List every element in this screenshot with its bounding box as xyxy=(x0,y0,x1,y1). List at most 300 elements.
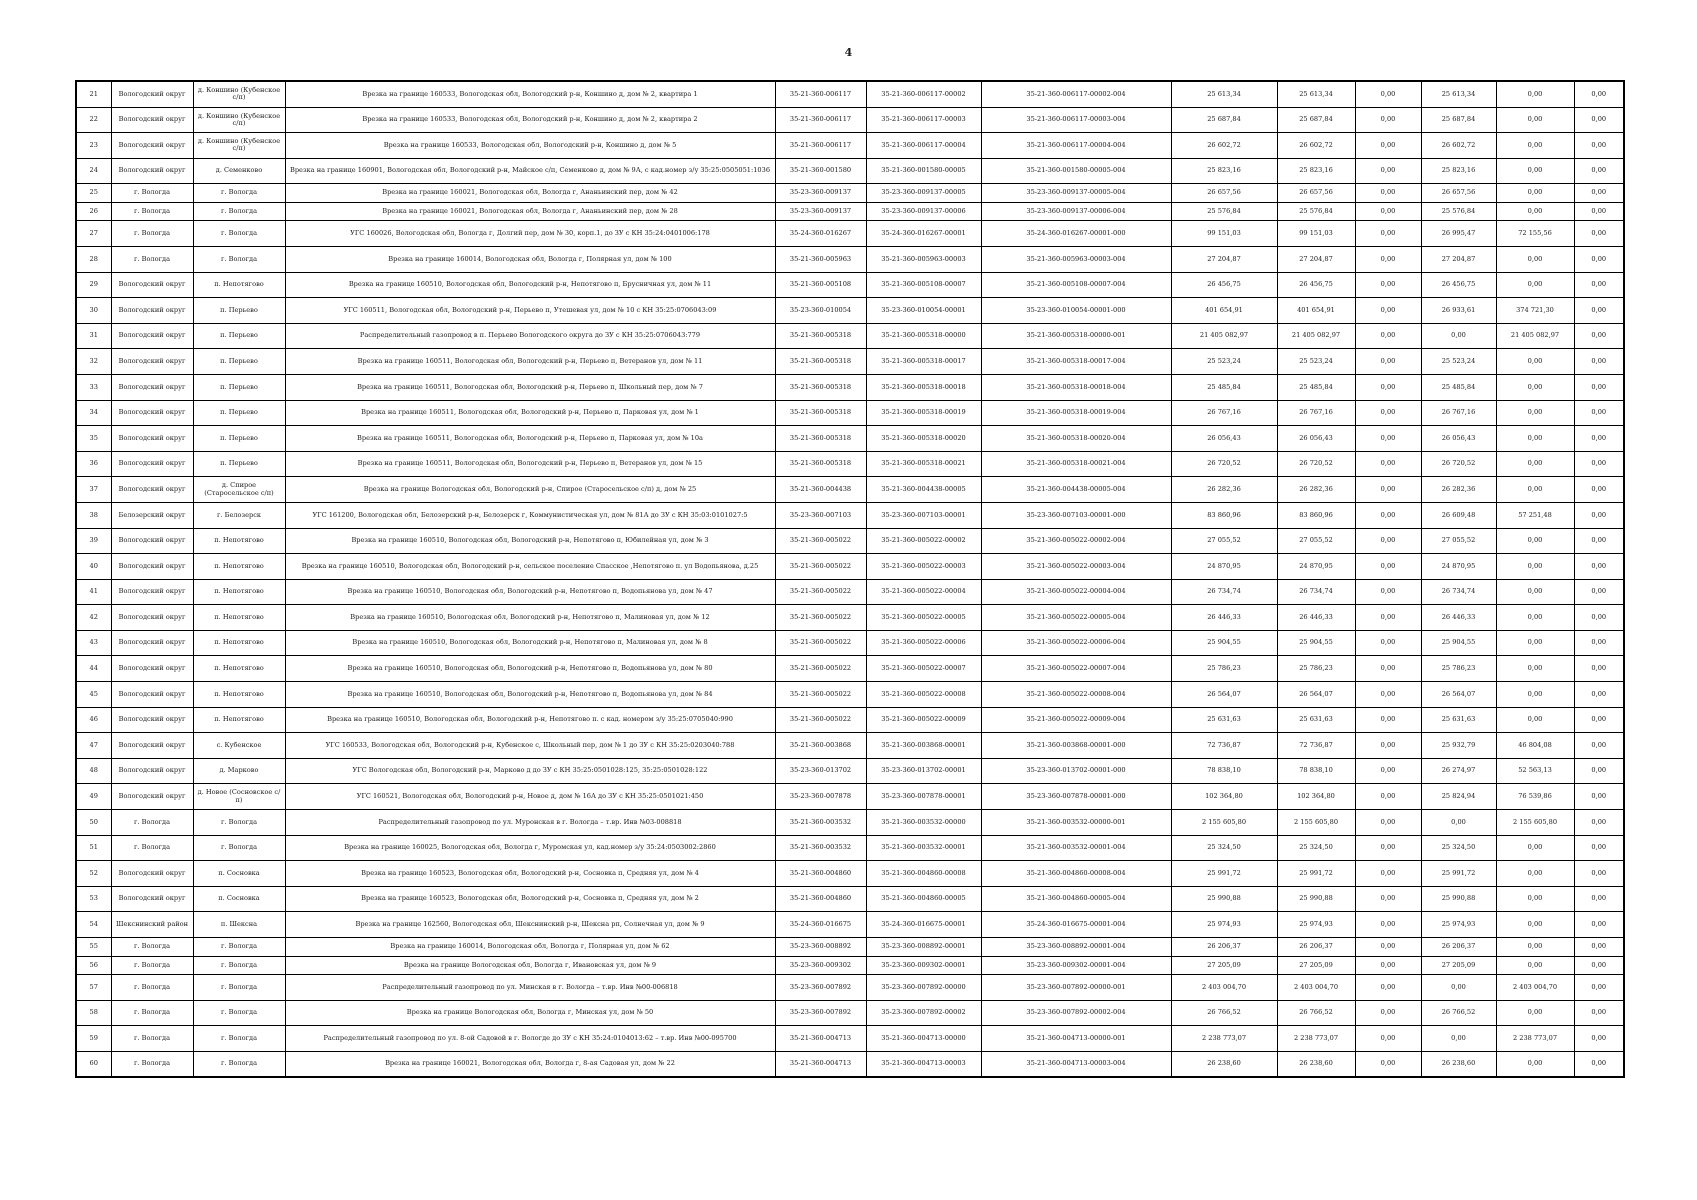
value-4-cell: 26 056,43 xyxy=(1421,426,1496,452)
value-6-cell: 0,00 xyxy=(1574,938,1624,957)
registry-id-cell: 35-21-360-004713-00000-001 xyxy=(981,1026,1171,1052)
object-code-cell: 35-23-360-009137 xyxy=(775,184,866,203)
total-value-cell: 25 324,50 xyxy=(1171,835,1277,861)
row-number-cell: 47 xyxy=(76,733,111,759)
registry-id-cell: 35-23-360-007892-00002-004 xyxy=(981,1000,1171,1026)
value-5-cell: 0,00 xyxy=(1496,184,1574,203)
registry-id-cell: 35-21-360-005108-00007-004 xyxy=(981,272,1171,298)
value-3-cell: 0,00 xyxy=(1355,784,1421,810)
object-code-cell: 35-21-360-005963 xyxy=(775,246,866,272)
total-value-cell: 26 766,52 xyxy=(1171,1000,1277,1026)
value-5-cell: 2 238 773,07 xyxy=(1496,1026,1574,1052)
part-id-cell: 35-21-360-003532-00000 xyxy=(866,810,981,836)
registry-id-cell: 35-21-360-006117-00003-004 xyxy=(981,107,1171,133)
value-5-cell: 0,00 xyxy=(1496,349,1574,375)
value-4-cell: 25 904,55 xyxy=(1421,630,1496,656)
object-description-cell: Врезка на границе 160025, Вологодская обл, Вологда г, Муромская ул, кад.номер з/у 35:24:0503002:2860 xyxy=(285,835,775,861)
object-description-cell: Врезка на границе 160511, Вологодская обл, Вологодский р-н, Перьево п, Парковая ул, дом № 1 xyxy=(285,400,775,426)
object-description-cell: Врезка на границе 160533, Вологодская обл, Вологодский р-н, Коншино д, дом № 2, квартира 2 xyxy=(285,107,775,133)
table-row xyxy=(76,1000,1624,1026)
row-number-cell: 23 xyxy=(76,133,111,159)
object-code-cell: 35-23-360-009302 xyxy=(775,956,866,975)
value-2-cell: 2 238 773,07 xyxy=(1277,1026,1355,1052)
value-2-cell: 99 151,03 xyxy=(1277,221,1355,247)
part-id-cell: 35-23-360-007892-00002 xyxy=(866,1000,981,1026)
part-id-cell: 35-21-360-005022-00004 xyxy=(866,579,981,605)
table-row xyxy=(76,502,1624,528)
locality-cell: п. Непотягово xyxy=(193,630,285,656)
value-6-cell: 0,00 xyxy=(1574,400,1624,426)
total-value-cell: 2 155 605,80 xyxy=(1171,810,1277,836)
value-4-cell: 25 991,72 xyxy=(1421,861,1496,887)
table-row xyxy=(76,426,1624,452)
value-5-cell: 76 539,86 xyxy=(1496,784,1574,810)
value-2-cell: 25 687,84 xyxy=(1277,107,1355,133)
registry-id-cell: 35-21-360-006117-00002-004 xyxy=(981,81,1171,107)
row-number-cell: 28 xyxy=(76,246,111,272)
object-description-cell: Врезка на границе 160511, Вологодская обл, Вологодский р-н, Перьево п, Школьный пер, дом № 7 xyxy=(285,374,775,400)
total-value-cell: 25 613,34 xyxy=(1171,81,1277,107)
part-id-cell: 35-21-360-005108-00007 xyxy=(866,272,981,298)
part-id-cell: 35-21-360-005022-00005 xyxy=(866,605,981,631)
row-number-cell: 43 xyxy=(76,630,111,656)
total-value-cell: 401 654,91 xyxy=(1171,298,1277,324)
part-id-cell: 35-23-360-007103-00001 xyxy=(866,502,981,528)
locality-cell: д. Спирое (Старосельское с/п) xyxy=(193,477,285,503)
value-5-cell: 0,00 xyxy=(1496,451,1574,477)
object-code-cell: 35-21-360-003532 xyxy=(775,810,866,836)
district-cell: Шекснинский район xyxy=(111,912,193,938)
value-3-cell: 0,00 xyxy=(1355,81,1421,107)
registry-id-cell: 35-23-360-009137-00006-004 xyxy=(981,202,1171,221)
value-2-cell: 26 238,60 xyxy=(1277,1051,1355,1077)
row-number-cell: 53 xyxy=(76,886,111,912)
object-code-cell: 35-21-360-006117 xyxy=(775,133,866,159)
part-id-cell: 35-21-360-004860-00008 xyxy=(866,861,981,887)
total-value-cell: 26 720,52 xyxy=(1171,451,1277,477)
object-code-cell: 35-23-360-013702 xyxy=(775,758,866,784)
total-value-cell: 26 734,74 xyxy=(1171,579,1277,605)
value-6-cell: 0,00 xyxy=(1574,579,1624,605)
object-description-cell: Распределительный газопровод по ул. 8-ой Садовой в г. Вологде до ЗУ с КН 35:24:0104013:62 – т.вр. Инв №00-095700 xyxy=(285,1026,775,1052)
locality-cell: г. Вологда xyxy=(193,221,285,247)
value-3-cell: 0,00 xyxy=(1355,184,1421,203)
value-5-cell: 57 251,48 xyxy=(1496,502,1574,528)
locality-cell: п. Непотягово xyxy=(193,682,285,708)
value-5-cell: 2 155 605,80 xyxy=(1496,810,1574,836)
object-description-cell: Врезка на границе 160510, Вологодская обл, Вологодский р-н, Непотягово п, Малиновая ул, дом № 8 xyxy=(285,630,775,656)
locality-cell: п. Перьево xyxy=(193,374,285,400)
district-cell: Вологодский округ xyxy=(111,758,193,784)
table-row xyxy=(76,630,1624,656)
table-row xyxy=(76,400,1624,426)
object-code-cell: 35-24-360-016675 xyxy=(775,912,866,938)
total-value-cell: 26 564,07 xyxy=(1171,682,1277,708)
value-5-cell: 0,00 xyxy=(1496,579,1574,605)
object-description-cell: Врезка на границе 160510, Вологодская обл, Вологодский р-н, Непотягово п, Водопьянова ул, дом № 80 xyxy=(285,656,775,682)
total-value-cell: 25 786,23 xyxy=(1171,656,1277,682)
object-description-cell: Врезка на границе Вологодская обл, Вологда г, Ивановская ул, дом № 9 xyxy=(285,956,775,975)
table-row xyxy=(76,733,1624,759)
registry-id-cell: 35-21-360-005318-00018-004 xyxy=(981,374,1171,400)
object-code-cell: 35-21-360-005022 xyxy=(775,554,866,580)
value-2-cell: 25 613,34 xyxy=(1277,81,1355,107)
locality-cell: п. Непотягово xyxy=(193,579,285,605)
value-5-cell: 374 721,30 xyxy=(1496,298,1574,324)
registry-id-cell: 35-23-360-009137-00005-004 xyxy=(981,184,1171,203)
district-cell: Вологодский округ xyxy=(111,374,193,400)
registry-id-cell: 35-21-360-005318-00000-001 xyxy=(981,323,1171,349)
district-cell: Вологодский округ xyxy=(111,158,193,184)
object-description-cell: Врезка на границе 160021, Вологодская обл, Вологда г, 8-ая Садовая ул, дом № 22 xyxy=(285,1051,775,1077)
object-code-cell: 35-21-360-001580 xyxy=(775,158,866,184)
part-id-cell: 35-21-360-005022-00003 xyxy=(866,554,981,580)
value-4-cell: 26 446,33 xyxy=(1421,605,1496,631)
locality-cell: п. Перьево xyxy=(193,400,285,426)
part-id-cell: 35-21-360-005318-00000 xyxy=(866,323,981,349)
locality-cell: п. Непотягово xyxy=(193,605,285,631)
value-3-cell: 0,00 xyxy=(1355,528,1421,554)
value-6-cell: 0,00 xyxy=(1574,1000,1624,1026)
value-2-cell: 25 576,84 xyxy=(1277,202,1355,221)
table-row xyxy=(76,1051,1624,1077)
registry-id-cell: 35-21-360-004713-00003-004 xyxy=(981,1051,1171,1077)
value-6-cell: 0,00 xyxy=(1574,784,1624,810)
value-4-cell: 26 602,72 xyxy=(1421,133,1496,159)
district-cell: Вологодский округ xyxy=(111,107,193,133)
object-code-cell: 35-23-360-007878 xyxy=(775,784,866,810)
part-id-cell: 35-21-360-004860-00005 xyxy=(866,886,981,912)
district-cell: Вологодский округ xyxy=(111,528,193,554)
value-4-cell: 27 204,87 xyxy=(1421,246,1496,272)
value-2-cell: 24 870,95 xyxy=(1277,554,1355,580)
total-value-cell: 27 055,52 xyxy=(1171,528,1277,554)
row-number-cell: 51 xyxy=(76,835,111,861)
value-3-cell: 0,00 xyxy=(1355,886,1421,912)
object-code-cell: 35-24-360-016267 xyxy=(775,221,866,247)
value-3-cell: 0,00 xyxy=(1355,400,1421,426)
value-6-cell: 0,00 xyxy=(1574,502,1624,528)
value-6-cell: 0,00 xyxy=(1574,630,1624,656)
object-description-cell: Врезка на границе 160510, Вологодская обл, Вологодский р-н, Непотягово п, Малиновая ул, дом № 12 xyxy=(285,605,775,631)
total-value-cell: 83 860,96 xyxy=(1171,502,1277,528)
row-number-cell: 27 xyxy=(76,221,111,247)
locality-cell: г. Вологда xyxy=(193,810,285,836)
object-description-cell: Врезка на границе 160021, Вологодская обл, Вологда г, Ананьинский пер, дом № 28 xyxy=(285,202,775,221)
registry-id-cell: 35-21-360-005022-00009-004 xyxy=(981,707,1171,733)
registry-id-cell: 35-21-360-004860-00008-004 xyxy=(981,861,1171,887)
table-row xyxy=(76,956,1624,975)
table-row xyxy=(76,912,1624,938)
total-value-cell: 72 736,87 xyxy=(1171,733,1277,759)
registry-id-cell: 35-23-360-007892-00000-001 xyxy=(981,975,1171,1001)
district-cell: г. Вологда xyxy=(111,956,193,975)
value-5-cell: 0,00 xyxy=(1496,835,1574,861)
object-code-cell: 35-21-360-004860 xyxy=(775,861,866,887)
part-id-cell: 35-23-360-008892-00001 xyxy=(866,938,981,957)
value-2-cell: 2 403 004,70 xyxy=(1277,975,1355,1001)
table-row xyxy=(76,133,1624,159)
row-number-cell: 21 xyxy=(76,81,111,107)
locality-cell: п. Перьево xyxy=(193,349,285,375)
value-2-cell: 78 838,10 xyxy=(1277,758,1355,784)
locality-cell: с. Кубенское xyxy=(193,733,285,759)
row-number-cell: 41 xyxy=(76,579,111,605)
part-id-cell: 35-21-360-003532-00001 xyxy=(866,835,981,861)
value-4-cell: 0,00 xyxy=(1421,810,1496,836)
part-id-cell: 35-21-360-005022-00009 xyxy=(866,707,981,733)
part-id-cell: 35-21-360-005022-00002 xyxy=(866,528,981,554)
value-5-cell: 0,00 xyxy=(1496,272,1574,298)
value-2-cell: 72 736,87 xyxy=(1277,733,1355,759)
value-4-cell: 26 734,74 xyxy=(1421,579,1496,605)
part-id-cell: 35-24-360-016675-00001 xyxy=(866,912,981,938)
part-id-cell: 35-21-360-004438-00005 xyxy=(866,477,981,503)
table-row xyxy=(76,605,1624,631)
value-3-cell: 0,00 xyxy=(1355,158,1421,184)
value-2-cell: 25 324,50 xyxy=(1277,835,1355,861)
total-value-cell: 26 282,36 xyxy=(1171,477,1277,503)
value-6-cell: 0,00 xyxy=(1574,272,1624,298)
locality-cell: г. Вологда xyxy=(193,1026,285,1052)
value-6-cell: 0,00 xyxy=(1574,1026,1624,1052)
row-number-cell: 60 xyxy=(76,1051,111,1077)
part-id-cell: 35-21-360-005318-00018 xyxy=(866,374,981,400)
total-value-cell: 24 870,95 xyxy=(1171,554,1277,580)
object-code-cell: 35-21-360-003532 xyxy=(775,835,866,861)
registry-id-cell: 35-21-360-005022-00004-004 xyxy=(981,579,1171,605)
value-5-cell: 0,00 xyxy=(1496,630,1574,656)
locality-cell: п. Непотягово xyxy=(193,554,285,580)
value-2-cell: 26 767,16 xyxy=(1277,400,1355,426)
value-4-cell: 26 456,75 xyxy=(1421,272,1496,298)
object-code-cell: 35-21-360-005318 xyxy=(775,451,866,477)
value-4-cell: 26 274,97 xyxy=(1421,758,1496,784)
district-cell: г. Вологда xyxy=(111,246,193,272)
object-description-cell: УГС 160521, Вологодская обл, Вологодский р-н, Новое д, дом № 16А до ЗУ с КН 35:25:0501021:450 xyxy=(285,784,775,810)
value-4-cell: 27 055,52 xyxy=(1421,528,1496,554)
row-number-cell: 38 xyxy=(76,502,111,528)
object-code-cell: 35-21-360-005022 xyxy=(775,707,866,733)
value-2-cell: 2 155 605,80 xyxy=(1277,810,1355,836)
registry-id-cell: 35-23-360-010054-00001-000 xyxy=(981,298,1171,324)
registry-table xyxy=(75,80,1625,1078)
part-id-cell: 35-23-360-007878-00001 xyxy=(866,784,981,810)
value-5-cell: 0,00 xyxy=(1496,912,1574,938)
registry-id-cell: 35-21-360-003868-00001-000 xyxy=(981,733,1171,759)
value-5-cell: 72 155,56 xyxy=(1496,221,1574,247)
value-4-cell: 25 687,84 xyxy=(1421,107,1496,133)
district-cell: г. Вологда xyxy=(111,1000,193,1026)
row-number-cell: 25 xyxy=(76,184,111,203)
value-6-cell: 0,00 xyxy=(1574,246,1624,272)
value-5-cell: 0,00 xyxy=(1496,158,1574,184)
district-cell: г. Вологда xyxy=(111,975,193,1001)
row-number-cell: 58 xyxy=(76,1000,111,1026)
value-4-cell: 25 932,79 xyxy=(1421,733,1496,759)
value-2-cell: 26 734,74 xyxy=(1277,579,1355,605)
table-row xyxy=(76,202,1624,221)
district-cell: Вологодский округ xyxy=(111,298,193,324)
district-cell: Вологодский округ xyxy=(111,323,193,349)
district-cell: Вологодский округ xyxy=(111,272,193,298)
value-2-cell: 26 056,43 xyxy=(1277,426,1355,452)
part-id-cell: 35-21-360-005318-00020 xyxy=(866,426,981,452)
total-value-cell: 2 403 004,70 xyxy=(1171,975,1277,1001)
registry-id-cell: 35-21-360-005318-00021-004 xyxy=(981,451,1171,477)
value-3-cell: 0,00 xyxy=(1355,733,1421,759)
registry-id-cell: 35-21-360-005963-00003-004 xyxy=(981,246,1171,272)
total-value-cell: 26 056,43 xyxy=(1171,426,1277,452)
value-4-cell: 25 824,94 xyxy=(1421,784,1496,810)
total-value-cell: 26 238,60 xyxy=(1171,1051,1277,1077)
district-cell: Вологодский округ xyxy=(111,682,193,708)
value-2-cell: 83 860,96 xyxy=(1277,502,1355,528)
value-6-cell: 0,00 xyxy=(1574,323,1624,349)
value-2-cell: 27 204,87 xyxy=(1277,246,1355,272)
value-4-cell: 25 823,16 xyxy=(1421,158,1496,184)
table-row xyxy=(76,886,1624,912)
value-3-cell: 0,00 xyxy=(1355,323,1421,349)
value-2-cell: 26 602,72 xyxy=(1277,133,1355,159)
district-cell: г. Вологда xyxy=(111,1051,193,1077)
value-6-cell: 0,00 xyxy=(1574,349,1624,375)
table-row xyxy=(76,221,1624,247)
row-number-cell: 48 xyxy=(76,758,111,784)
value-6-cell: 0,00 xyxy=(1574,605,1624,631)
part-id-cell: 35-21-360-001580-00005 xyxy=(866,158,981,184)
table-row xyxy=(76,810,1624,836)
object-description-cell: Врезка на границе 160511, Вологодская обл, Вологодский р-н, Перьево п, Ветеранов ул, дом № 11 xyxy=(285,349,775,375)
registry-id-cell: 35-21-360-005022-00007-004 xyxy=(981,656,1171,682)
value-6-cell: 0,00 xyxy=(1574,158,1624,184)
value-5-cell: 0,00 xyxy=(1496,682,1574,708)
value-6-cell: 0,00 xyxy=(1574,202,1624,221)
object-code-cell: 35-21-360-005318 xyxy=(775,374,866,400)
value-4-cell: 26 766,52 xyxy=(1421,1000,1496,1026)
value-5-cell: 0,00 xyxy=(1496,1000,1574,1026)
value-2-cell: 25 990,88 xyxy=(1277,886,1355,912)
locality-cell: п. Сосновка xyxy=(193,886,285,912)
object-code-cell: 35-23-360-007892 xyxy=(775,1000,866,1026)
value-6-cell: 0,00 xyxy=(1574,107,1624,133)
table-row xyxy=(76,184,1624,203)
value-2-cell: 25 974,93 xyxy=(1277,912,1355,938)
part-id-cell: 35-21-360-004713-00003 xyxy=(866,1051,981,1077)
part-id-cell: 35-21-360-005318-00021 xyxy=(866,451,981,477)
value-3-cell: 0,00 xyxy=(1355,451,1421,477)
value-6-cell: 0,00 xyxy=(1574,758,1624,784)
total-value-cell: 102 364,80 xyxy=(1171,784,1277,810)
object-description-cell: УГС Вологодская обл, Вологодский р-н, Марково д до ЗУ с КН 35:25:0501028:125, 35:25:0501028:122 xyxy=(285,758,775,784)
table-row xyxy=(76,107,1624,133)
value-6-cell: 0,00 xyxy=(1574,477,1624,503)
value-2-cell: 102 364,80 xyxy=(1277,784,1355,810)
district-cell: Вологодский округ xyxy=(111,400,193,426)
row-number-cell: 45 xyxy=(76,682,111,708)
registry-id-cell: 35-21-360-004438-00005-004 xyxy=(981,477,1171,503)
value-2-cell: 26 456,75 xyxy=(1277,272,1355,298)
value-2-cell: 26 206,37 xyxy=(1277,938,1355,957)
value-3-cell: 0,00 xyxy=(1355,502,1421,528)
row-number-cell: 46 xyxy=(76,707,111,733)
registry-id-cell: 35-21-360-005318-00019-004 xyxy=(981,400,1171,426)
value-5-cell: 0,00 xyxy=(1496,400,1574,426)
row-number-cell: 42 xyxy=(76,605,111,631)
part-id-cell: 35-23-360-013702-00001 xyxy=(866,758,981,784)
value-5-cell: 0,00 xyxy=(1496,202,1574,221)
value-4-cell: 25 786,23 xyxy=(1421,656,1496,682)
locality-cell: п. Перьево xyxy=(193,323,285,349)
district-cell: г. Вологда xyxy=(111,810,193,836)
value-2-cell: 25 786,23 xyxy=(1277,656,1355,682)
district-cell: Вологодский округ xyxy=(111,605,193,631)
row-number-cell: 49 xyxy=(76,784,111,810)
object-code-cell: 35-21-360-005022 xyxy=(775,579,866,605)
registry-id-cell: 35-24-360-016675-00001-004 xyxy=(981,912,1171,938)
part-id-cell: 35-23-360-009137-00005 xyxy=(866,184,981,203)
value-3-cell: 0,00 xyxy=(1355,246,1421,272)
table-row xyxy=(76,861,1624,887)
value-3-cell: 0,00 xyxy=(1355,707,1421,733)
value-4-cell: 26 282,36 xyxy=(1421,477,1496,503)
value-6-cell: 0,00 xyxy=(1574,810,1624,836)
object-description-cell: УГС 160026, Вологодская обл, Вологда г, Долгий пер, дом № 30, корп.1, до ЗУ с КН 35:24:0401006:178 xyxy=(285,221,775,247)
total-value-cell: 25 576,84 xyxy=(1171,202,1277,221)
value-5-cell: 0,00 xyxy=(1496,246,1574,272)
object-code-cell: 35-23-360-007103 xyxy=(775,502,866,528)
district-cell: Вологодский округ xyxy=(111,579,193,605)
value-5-cell: 0,00 xyxy=(1496,477,1574,503)
locality-cell: д. Новое (Сосновское с/п) xyxy=(193,784,285,810)
table-row xyxy=(76,158,1624,184)
part-id-cell: 35-21-360-005022-00007 xyxy=(866,656,981,682)
registry-id-cell: 35-21-360-004860-00005-004 xyxy=(981,886,1171,912)
value-6-cell: 0,00 xyxy=(1574,374,1624,400)
part-id-cell: 35-21-360-005022-00006 xyxy=(866,630,981,656)
district-cell: Вологодский округ xyxy=(111,426,193,452)
value-6-cell: 0,00 xyxy=(1574,426,1624,452)
value-5-cell: 0,00 xyxy=(1496,707,1574,733)
value-3-cell: 0,00 xyxy=(1355,554,1421,580)
district-cell: Вологодский округ xyxy=(111,886,193,912)
value-3-cell: 0,00 xyxy=(1355,758,1421,784)
total-value-cell: 25 904,55 xyxy=(1171,630,1277,656)
locality-cell: г. Вологда xyxy=(193,956,285,975)
part-id-cell: 35-21-360-004713-00000 xyxy=(866,1026,981,1052)
locality-cell: г. Вологда xyxy=(193,1051,285,1077)
value-6-cell: 0,00 xyxy=(1574,451,1624,477)
district-cell: г. Вологда xyxy=(111,938,193,957)
object-description-cell: Врезка на границе 160523, Вологодская обл, Вологодский р-н, Сосновка п, Средняя ул, дом № 4 xyxy=(285,861,775,887)
registry-id-cell: 35-21-360-005022-00003-004 xyxy=(981,554,1171,580)
total-value-cell: 78 838,10 xyxy=(1171,758,1277,784)
value-2-cell: 26 720,52 xyxy=(1277,451,1355,477)
total-value-cell: 25 631,63 xyxy=(1171,707,1277,733)
locality-cell: д. Коншино (Кубенское с/п) xyxy=(193,107,285,133)
page-number: 4 xyxy=(844,46,853,59)
row-number-cell: 52 xyxy=(76,861,111,887)
total-value-cell: 27 205,09 xyxy=(1171,956,1277,975)
district-cell: г. Вологда xyxy=(111,835,193,861)
locality-cell: г. Вологда xyxy=(193,202,285,221)
row-number-cell: 35 xyxy=(76,426,111,452)
value-5-cell: 52 563,13 xyxy=(1496,758,1574,784)
registry-id-cell: 35-23-360-007103-00001-000 xyxy=(981,502,1171,528)
value-3-cell: 0,00 xyxy=(1355,682,1421,708)
district-cell: Вологодский округ xyxy=(111,81,193,107)
row-number-cell: 57 xyxy=(76,975,111,1001)
